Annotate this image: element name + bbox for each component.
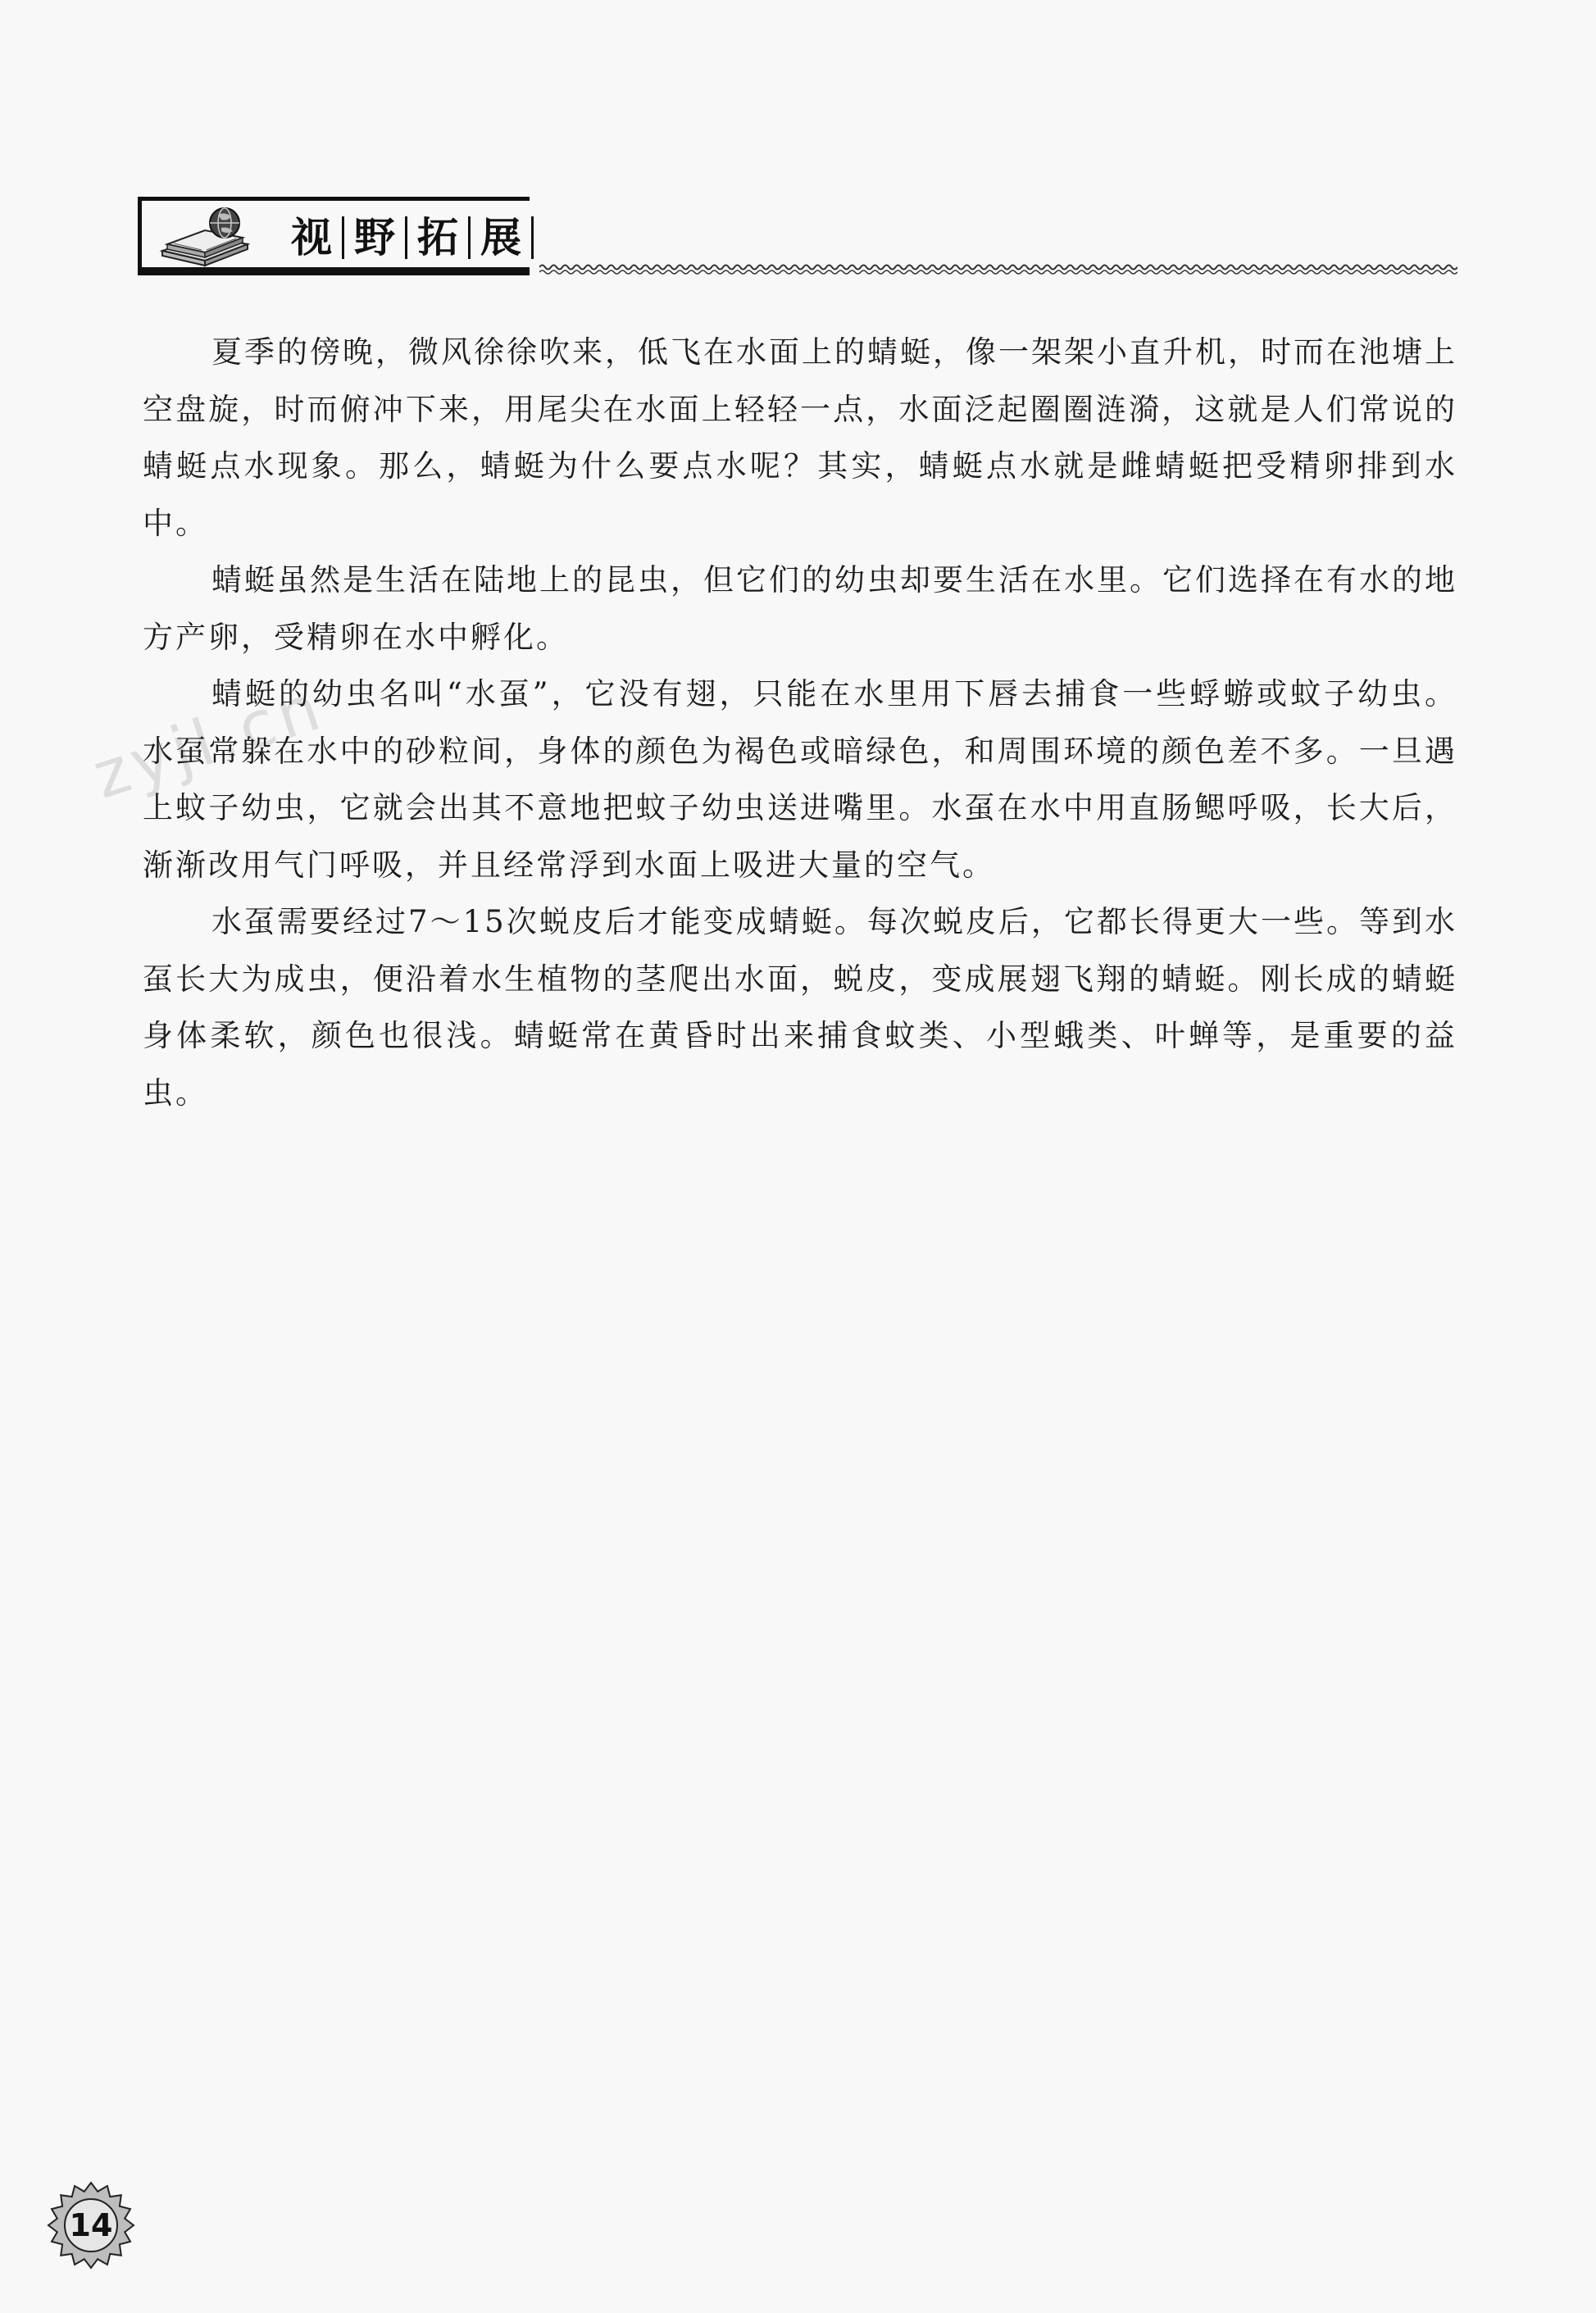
watermark: zyjl.cn <box>84 670 334 814</box>
book-globe-icon <box>156 203 254 269</box>
page-number: 14 <box>69 2207 113 2243</box>
paragraph: 蜻蜓虽然是生活在陆地上的昆虫，但它们的幼虫却要生活在水里。它们选择在有水的地方产卵，受精卵在水中孵化。 <box>143 562 1457 655</box>
section-title-char: 视 <box>291 214 332 261</box>
wavy-divider <box>539 261 1457 277</box>
paragraph: 蜻蜓的幼虫名叫“水虿”，它没有翅，只能在水里用下唇去捕食一些蜉蝣或蚊子幼虫。水虿常躲在水中的砂粒间，身体的颜色为褐色或暗绿色，和周围环境的颜色差不多。一旦遇上蚊子幼虫，它就会出其不意地把蚊子幼虫送进嘴里。水虿在水中用直肠鳃呼吸，长大后，渐渐改用气门呼吸，并且经常浮到水面上吸进大量的空气。 <box>143 676 1457 883</box>
paragraph: 水虿需要经过7～15次蜕皮后才能变成蜻蜓。每次蜕皮后，它都长得更大一些。等到水虿长大为成虫，便沿着水生植物的茎爬出水面，蜕皮，变成展翅飞翔的蜻蜓。刚长成的蜻蜓身体柔软，颜色也很浅。蜻蜓常在黄昏时出来捕食蚊类、小型蛾类、叶蝉等，是重要的益虫。 <box>143 904 1457 1111</box>
title-separator <box>531 216 534 259</box>
article-body <box>143 324 1457 1121</box>
section-title-char: 拓 <box>417 214 458 261</box>
section-title <box>281 213 534 262</box>
section-title-char: 展 <box>480 214 521 261</box>
section-header <box>138 197 1457 279</box>
section-title-char: 野 <box>354 214 395 261</box>
paragraph: 夏季的傍晚，微风徐徐吹来，低飞在水面上的蜻蜓，像一架架小直升机，时而在池塘上空盘旋，时而俯冲下来，用尾尖在水面上轻轻一点，水面泛起圈圈涟漪，这就是人们常说的蜻蜓点水现象。那么，蜻蜓为什么要点水呢？其实，蜻蜓点水就是雌蜻蜓把受精卵排到水中。 <box>143 334 1457 541</box>
